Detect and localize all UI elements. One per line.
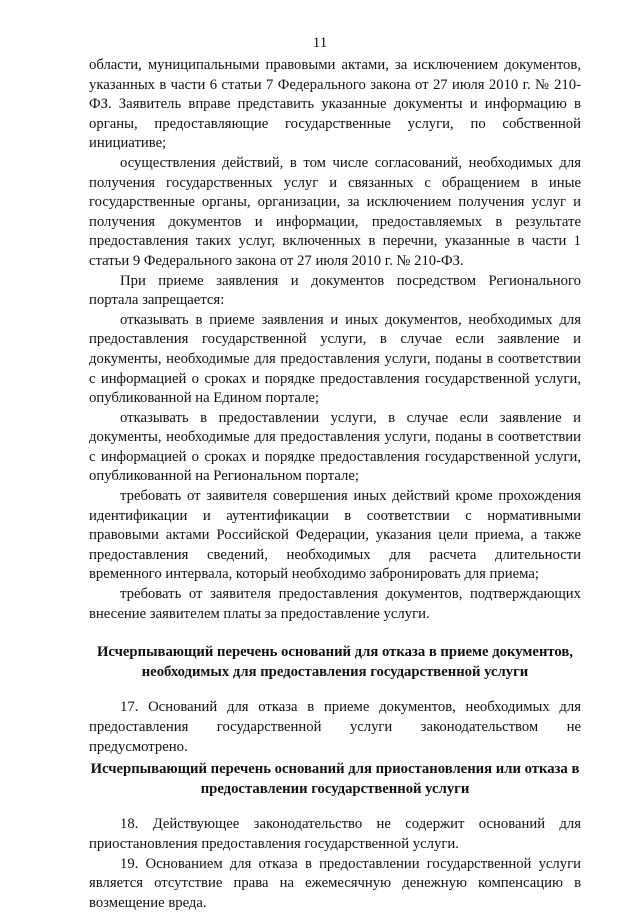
paragraph-refuse-acceptance: отказывать в приеме заявления и иных документов, необходимых для предоставления государственной услуги, в случае если заявление и документы, необходимые для предоставления услуги, поданы в соответствии с информацией о сроках и порядке предоставления государственной услуги, опубликованной на Едином портале; [89,311,581,407]
paragraph-portal-prohibitions: При приеме заявления и документов посредством Регионального портала запрещается: [89,272,581,309]
paragraph-17: 17. Оснований для отказа в приеме документов, необходимых для предоставления государственной услуги законодательством не предусмотрено. [89,699,581,755]
paragraph-require-payment-docs: требовать от заявителя предоставления документов, подтверждающих внесение заявителем платы за предоставление услуги. [89,586,581,622]
paragraph-18: 18. Действующее законодательство не содержит оснований для приостановления предоставления государственной услуги. [89,816,581,852]
paragraph-require-actions: требовать от заявителя совершения иных действий кроме прохождения идентификации и аутентификации в соответствии с нормативными правовыми актами Российской Федерации, указания цели приема, а также предоставления сведений, необходимых для расчета длительности временного интервала, который необходимо забронировать для приема; [89,488,581,583]
paragraph-refuse-service: отказывать в предоставлении услуги, в случае если заявление и документы, необходимые для предоставления услуги, поданы в соответствии с информацией о сроках и порядке предоставления государственной услуги, опубликованной на Региональном портале; [89,409,581,485]
document-body [89,56,581,913]
section-heading-suspension-refusal: Исчерпывающий перечень оснований для приостановления или отказа в предоставлении государственной услуги [90,761,580,797]
page-number: 11 [312,35,328,51]
paragraph-continuation: области, муниципальными правовыми актами, за исключением документов, указанных в части 6 статьи 7 Федерального закона от 27 июля 2010 г. № 210-ФЗ. Заявитель вправе представить указанные документы и информацию в органы, предоставляющие государственные услуги, по собственной инициативе; [89,57,581,152]
paragraph-actions: осуществления действий, в том числе согласований, необходимых для получения государственных услуг и связанных с обращением в иные государственные органы, организации, за исключением получения услуг и получения документов и информации, предоставляемых в результате предоставления таких услуг, включенных в перечни, указанные в части 1 статьи 9 Федерального закона от 27 июля 2010 г. № 210-ФЗ. [89,154,581,269]
section-heading-refusal-reception: Исчерпывающий перечень оснований для отказа в приеме документов, необходимых для предоставления государственной услуги [96,644,574,680]
paragraph-19: 19. Основанием для отказа в предоставлении государственной услуги является отсутствие права на ежемесячную денежную компенсацию в возмещение вреда. [89,855,581,911]
